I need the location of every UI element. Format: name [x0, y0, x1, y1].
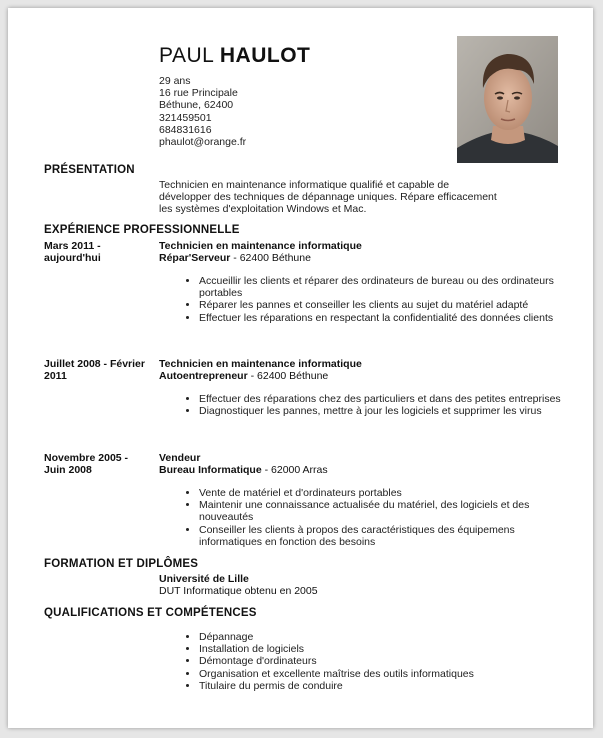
- list-item: • Vente de matériel et d'ordinateurs portables: [199, 487, 562, 499]
- list-item: • Conseiller les clients à propos des caractéristiques des équipemens informatiques en fonction des besoins: [199, 524, 562, 548]
- job-company: Répar'Serveur: [159, 252, 231, 265]
- job-location: - 62400 Béthune: [247, 370, 329, 383]
- job-header: [159, 240, 569, 264]
- city: Béthune, 62400: [159, 99, 234, 112]
- job-title: Technicien en maintenance informatique: [159, 358, 362, 370]
- job-location: - 62000 Arras: [261, 464, 328, 477]
- job-company: Autoentrepreneur: [159, 370, 248, 383]
- list-item: • Installation de logiciels: [199, 643, 562, 655]
- degree: DUT Informatique obtenu en 2005: [159, 585, 318, 598]
- job-date: [44, 358, 154, 382]
- education-heading: FORMATION ET DIPLÔMES: [44, 558, 199, 570]
- job-date: [44, 452, 154, 476]
- job-bullets: [159, 487, 562, 548]
- list-item: • Effectuer les réparations en respectant la confidentialité des données clients: [199, 312, 562, 324]
- list-item: • Organisation et excellente maîtrise des outils informatiques: [199, 668, 562, 680]
- age: 29 ans: [159, 75, 191, 87]
- job-date-line: Juillet 2008 - Février: [44, 358, 145, 370]
- job-header: [159, 452, 569, 476]
- first-name: PAUL: [159, 44, 214, 67]
- list-item: • Diagnostiquer les pannes, mettre à jour les logiciels et supprimer les virus: [199, 405, 562, 417]
- phone-2: 684831616: [159, 123, 212, 136]
- job-header: [159, 358, 569, 382]
- list-item: • Titulaire du permis de conduire: [199, 680, 562, 692]
- candidate-name: [159, 44, 310, 68]
- job-date-line: Novembre 2005 -: [44, 452, 129, 464]
- resume-page: [8, 8, 593, 728]
- profile-photo: [457, 36, 558, 163]
- job-date-line: aujourd'hui: [44, 252, 101, 265]
- presentation-line: les systèmes d'exploitation Windows et Mac.: [159, 203, 367, 216]
- presentation-text: [159, 179, 569, 216]
- skills-list: [159, 631, 562, 692]
- job-bullets: [159, 275, 562, 324]
- job-date-line: 2011: [44, 370, 67, 383]
- experience-heading: EXPÉRIENCE PROFESSIONNELLE: [44, 224, 240, 236]
- education-entry: [159, 573, 569, 597]
- list-item: • Dépannage: [199, 631, 562, 643]
- presentation-line: Technicien en maintenance informatique qualifié et capable de: [159, 179, 450, 191]
- presentation-line: développer des techniques de dépannage uniques. Répare efficacement: [159, 191, 497, 204]
- job-location: - 62400 Béthune: [230, 252, 311, 265]
- contact-block: [159, 75, 246, 148]
- job-title: Vendeur: [159, 452, 201, 464]
- job-bullets: [159, 393, 562, 417]
- list-item: • Réparer les pannes et conseiller les clients au sujet du matériel adapté: [199, 299, 562, 311]
- job-date-line: Mars 2011 -: [44, 240, 101, 252]
- skills-heading: QUALIFICATIONS ET COMPÉTENCES: [44, 607, 257, 619]
- job-company: Bureau Informatique: [159, 464, 262, 477]
- job-date-line: Juin 2008: [44, 464, 92, 477]
- school-name: Université de Lille: [159, 573, 249, 585]
- list-item: • Accueillir les clients et réparer des ordinateurs de bureau ou des ordinateurs portables: [199, 275, 562, 299]
- phone-1: 321459501: [159, 111, 212, 124]
- job-title: Technicien en maintenance informatique: [159, 240, 362, 252]
- street-address: 16 rue Principale: [159, 87, 238, 100]
- list-item: • Démontage d'ordinateurs: [199, 655, 562, 667]
- list-item: • Maintenir une connaissance actualisée du matériel, des logiciels et des nouveautés: [199, 499, 562, 523]
- job-date: [44, 240, 154, 264]
- presentation-heading: PRÉSENTATION: [44, 164, 135, 176]
- last-name: HAULOT: [219, 44, 311, 67]
- list-item: • Effectuer des réparations chez des particuliers et dans des petites entreprises: [199, 393, 562, 405]
- email: phaulot@orange.fr: [159, 136, 247, 149]
